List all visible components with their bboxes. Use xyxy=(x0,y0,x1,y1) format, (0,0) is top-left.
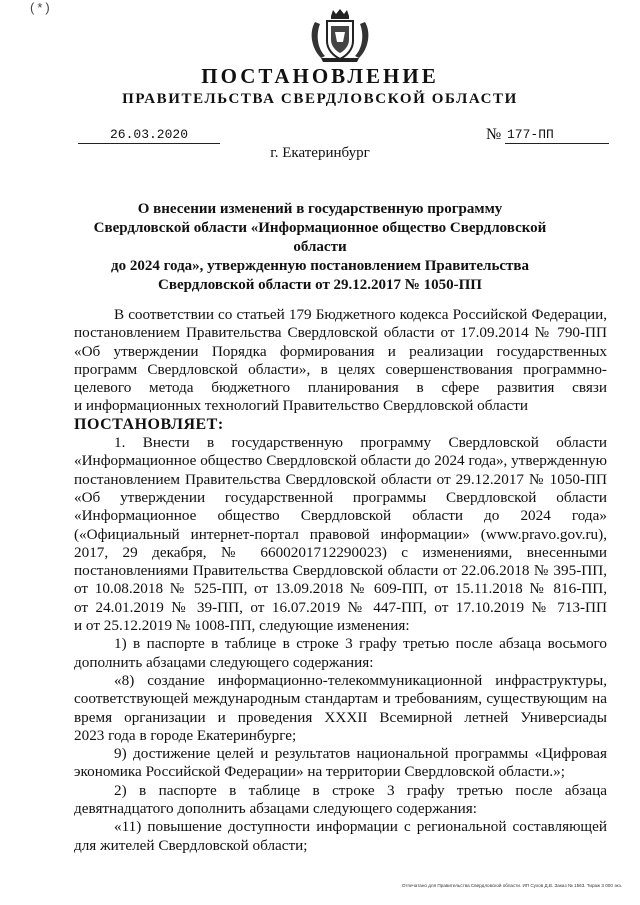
item1-line: постановлениями Правительства Свердловской области от 22.06.2018 № 395-ПП, xyxy=(74,562,607,580)
item1-line: постановлением Правительства Свердловской области от 29.12.2017 № 1050-ПП xyxy=(74,470,607,488)
document-number: 177-ПП xyxy=(505,127,609,144)
item1-line: «Информационное общество Свердловской области до 2024 года» xyxy=(74,507,607,525)
quote11-line: для жителей Свердловской области; xyxy=(74,836,308,854)
heading-line: Свердловской области «Информационное общество Свердловской области xyxy=(93,220,547,255)
heading-line: до 2024 года», утвержденную постановлением Правительства xyxy=(110,258,530,274)
preamble-line: программ Свердловской области», в целях совершенствования программно- xyxy=(74,360,607,378)
quote8-line: соответствующей международным стандартам и требованиям, существующим на xyxy=(74,690,607,708)
subitem2-line: 2) в паспорте в таблице в строке 3 графу третью после абзаца xyxy=(114,781,607,799)
item1-line: («Официальный интернет-портал правовой информации» (www.pravo.gov.ru), xyxy=(74,525,607,543)
preamble-line: В соответствии со статьей 179 Бюджетного кодекса Российской Федерации, xyxy=(114,306,607,323)
quote8-line: время организации и проведения XXXII Всемирной летней Универсиады xyxy=(74,708,607,726)
item1-line: «Информационное общество Свердловской области до 2024 года», утвержденную xyxy=(74,452,607,470)
subitem1-line: дополнить абзацами следующего содержания: xyxy=(74,653,374,671)
item1-line: 1. Внести в государственную программу Свердловской области xyxy=(114,434,607,452)
subitem1-line: 1) в паспорте в таблице в строке 3 графу третью после абзаца восьмого xyxy=(114,635,607,653)
heading-line: Свердловской области от 29.12.2017 № 1050-ПП xyxy=(158,277,482,293)
item1-line: «Об утверждении государственной программы Свердловской области xyxy=(74,488,607,506)
document-issuer: ПРАВИТЕЛЬСТВА СВЕРДЛОВСКОЙ ОБЛАСТИ xyxy=(122,91,518,107)
quote9-line: экономика Российской Федерации» на территории Свердловской области.»; xyxy=(74,763,565,781)
document-title: ПОСТАНОВЛЕНИЕ xyxy=(201,64,439,88)
subitem2-line: девятнадцатого дополнить абзацами следующего содержания: xyxy=(74,800,477,818)
item1-line: от 24.01.2019 № 39-ПП, от 16.07.2019 № 447-ПП, от 17.10.2019 № 713-ПП xyxy=(74,598,607,616)
corner-handwritten-mark: (*) xyxy=(30,0,53,15)
quote9-line: 9) достижение целей и результатов национальной программы «Цифровая xyxy=(114,745,607,763)
document-city: г. Екатеринбург xyxy=(270,145,370,161)
item1-line: и от 25.12.2019 № 1008-ПП, следующие изменения: xyxy=(74,617,410,635)
document-number-label: № xyxy=(486,126,502,143)
document-body xyxy=(74,306,607,855)
print-imprint-note: Отпечатано для Правительства Свердловской области. ИП Сухов Д.В. Заказ № 1563. Тираж 3 000 экз. xyxy=(401,883,622,888)
document-date: 26.03.2020 xyxy=(78,127,220,144)
quote11-line: «11) повышение доступности информации с региональной составляющей xyxy=(114,818,607,836)
preamble-line: постановлением Правительства Свердловской области от 17.09.2014 № 790-ПП xyxy=(74,324,607,342)
quote8-line: 2023 года в городе Екатеринбурге; xyxy=(74,726,297,744)
quote8-line: «8) создание информационно-телекоммуникационной инфраструктуры, xyxy=(114,671,607,689)
resolution-heading xyxy=(70,200,570,295)
preamble-line: и информационных технологий Правительство Свердловской области xyxy=(74,397,528,415)
preamble-line: «Об утверждении Порядка формирования и реализации государственных xyxy=(74,342,607,360)
item1-line: от 10.08.2018 № 525-ПП, от 13.09.2018 № 609-ПП, от 15.11.2018 № 816-ПП, xyxy=(74,580,607,598)
item1-line: 2017, 29 декабря, № 6600201712290023) с изменениями, внесенными xyxy=(74,543,607,561)
heading-line: О внесении изменений в государственную программу xyxy=(137,201,503,217)
coat-of-arms-icon xyxy=(307,8,373,64)
preamble-line: целевого метода бюджетного планирования в сфере развития связи xyxy=(74,379,607,397)
decree-word: ПОСТАНОВЛЯЕТ: xyxy=(74,415,224,433)
